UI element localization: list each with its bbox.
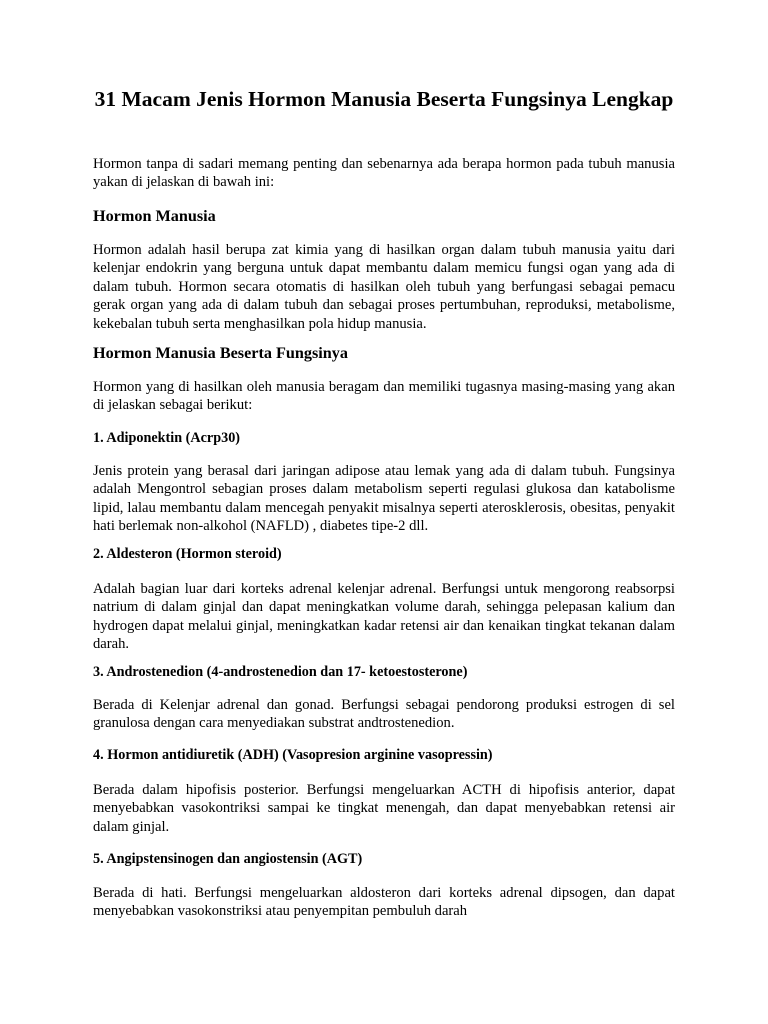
item-heading-androstenedion: 3. Androstenedion (4-androstenedion dan 17- ketoestosterone): [93, 664, 468, 680]
item-heading-angiotensinogen: 5. Angipstensinogen dan angiostensin (AGT): [93, 851, 363, 867]
item-paragraph-angiotensinogen: Berada di hati. Berfungsi mengeluarkan aldosteron dari korteks adrenal dipsogen, dan dapat menyebabkan vasokonstriksi atau penyempitan pembuluh darah: [93, 885, 675, 920]
item-paragraph-androstenedion: Berada di Kelenjar adrenal dan gonad. Berfungsi sebagai pendorong produksi estrogen di sel granulosa dengan cara menyediakan substrat andtrostenedion.: [93, 697, 675, 732]
section-heading-hormon-fungsinya: Hormon Manusia Beserta Fungsinya: [93, 344, 348, 362]
section-heading-hormon-manusia: Hormon Manusia: [93, 207, 216, 225]
item-heading-adiponektin: 1. Adiponektin (Acrp30): [93, 430, 241, 446]
intro-paragraph: Hormon tanpa di sadari memang penting dan sebenarnya ada berapa hormon pada tubuh manusia yakan di jelaskan di bawah ini:: [93, 156, 675, 191]
document-title: 31 Macam Jenis Hormon Manusia Beserta Fungsinya Lengkap: [94, 87, 674, 111]
item-paragraph-adiponektin: Jenis protein yang berasal dari jaringan adipose atau lemak yang ada di dalam tubuh. Fungsinya adalah Mengontrol sebagian proses dalam metabolism seperti regulasi glukosa dan katabolisme lipid, lalau membantu dalam mencegah penyakit misalnya seperti aterosklerosis, obesitas, penyakit hati berlemak non-alkohol (NAFLD) , diabetes tipe-2 dll.: [93, 463, 675, 535]
item-paragraph-antidiuretik: Berada dalam hipofisis posterior. Berfungsi mengeluarkan ACTH di hipofisis anterior, dapat menyebabkan vasokontriksi sampai ke tingkat menengah, dan dapat menyebabkan retensi air dalam ginjal.: [93, 782, 675, 835]
item-heading-aldesteron: 2. Aldesteron (Hormon steroid): [93, 546, 282, 562]
item-paragraph-aldesteron: Adalah bagian luar dari korteks adrenal kelenjar adrenal. Berfungsi untuk mengorong reabsorpsi natrium di dalam ginjal dan dapat meningkatkan volume darah, sehingga pelepasan kalium dan hydrogen dapat melalui ginjal, meningkatkan kadar retensi air dan kenaikan tingkat tekanan dalam darah.: [93, 581, 675, 653]
section-paragraph-hormon-manusia: Hormon adalah hasil berupa zat kimia yang di hasilkan organ dalam tubuh manusia yaitu dari kelenjar endokrin yang berguna untuk dapat membantu dalam memicu fungsi ogan yang ada di dalam tubuh. Hormon secara otomatis di hasilkan oleh tubuh yang berfungasi sebagai pemacu gerak organ yang ada di dalam tubuh dan sebagai proses pertumbuhan, reproduksi, metabolisme, kekebalan tubuh serta menghasilkan pola hidup manusia.: [93, 242, 675, 332]
item-heading-antidiuretik: 4. Hormon antidiuretik (ADH) (Vasopresion arginine vasopressin): [93, 747, 493, 763]
section-paragraph-hormon-fungsinya: Hormon yang di hasilkan oleh manusia beragam dan memiliki tugasnya masing-masing yang akan di jelaskan sebagai berikut:: [93, 379, 675, 414]
